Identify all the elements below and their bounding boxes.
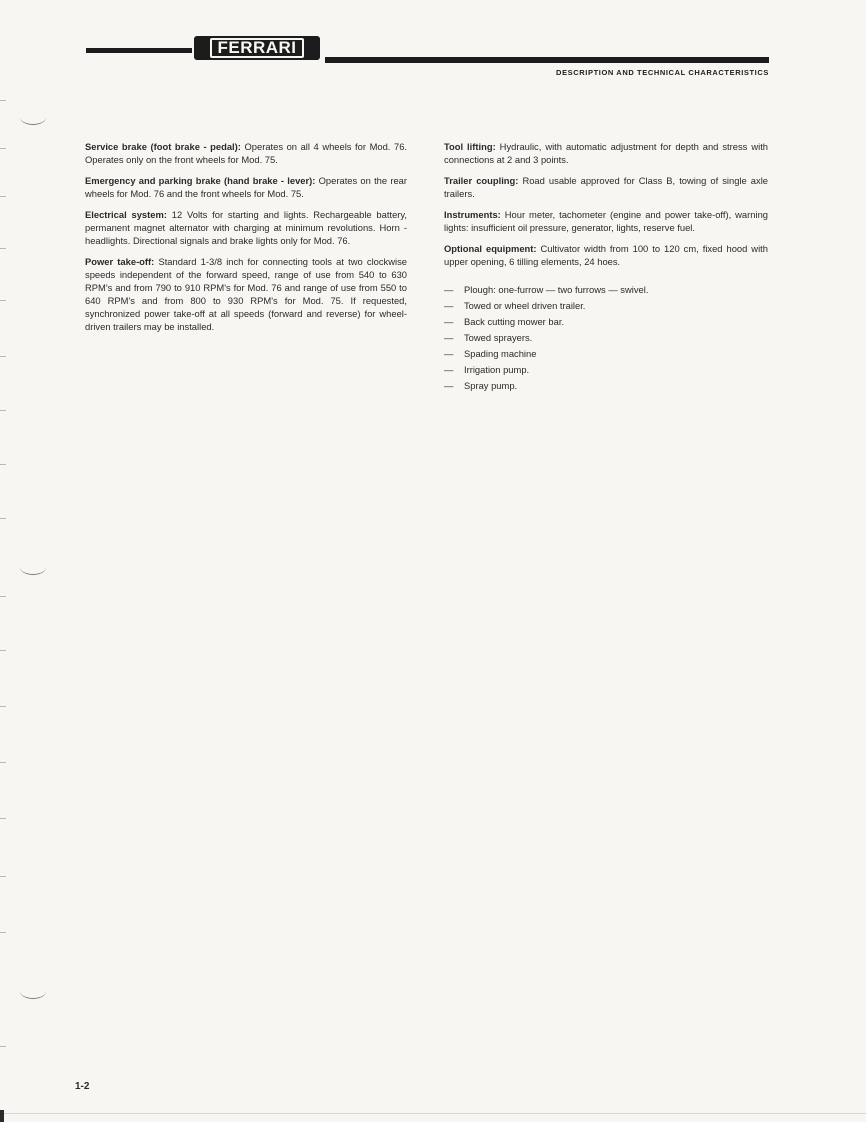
margin-tick xyxy=(0,1046,6,1047)
margin-tick xyxy=(0,248,6,249)
section-caption: DESCRIPTION AND TECHNICAL CHARACTERISTICS xyxy=(556,68,769,77)
logo-text: FERRARI xyxy=(210,38,303,58)
list-item: — Towed or wheel driven trailer. xyxy=(444,298,768,314)
margin-tick xyxy=(0,356,6,357)
margin-tick xyxy=(0,410,6,411)
margin-tick xyxy=(0,464,6,465)
spec-text: Standard 1-3/8 inch for connecting tools at two clockwise speeds independent of the forward speed, range of use from 540 to 630 RPM's and from 790 to 910 RPM's for Mod. 76 and range of use from 550 to 640 RPM's and from 800 to 930 RPM's for Mod. 75. If requested, synchronized power take-off at all speeds (forward and reverse) for wheel-driven trailers may be installed. xyxy=(85,256,407,332)
spec-paragraph xyxy=(444,174,768,200)
spec-term: Service brake (foot brake - pedal): xyxy=(85,141,241,152)
binder-hole-mark xyxy=(20,110,46,125)
spec-paragraph xyxy=(444,208,768,234)
spec-text: Hydraulic, with automatic adjustment for depth and stress with connections at 2 and 3 points. xyxy=(444,141,769,165)
spec-paragraph xyxy=(85,140,407,166)
spec-text: Cultivator width from 100 to 120 cm, fixed hood with upper opening, 6 tilling elements, 24 hoes. xyxy=(444,243,768,267)
margin-tick xyxy=(0,100,6,101)
list-item: — Spading machine xyxy=(444,346,768,362)
spec-term: Trailer coupling: xyxy=(444,175,519,186)
spec-term: Instruments: xyxy=(444,209,501,220)
spec-text: Operates on the rear wheels for Mod. 76 and the front wheels for Mod. 75. xyxy=(85,175,407,199)
right-column xyxy=(444,140,768,394)
spec-term: Optional equipment: xyxy=(444,243,537,254)
spec-term: Electrical system: xyxy=(85,209,167,220)
header-rule-right xyxy=(325,57,769,63)
ferrari-logo xyxy=(194,36,320,60)
margin-tick xyxy=(0,300,6,301)
spec-term: Emergency and parking brake (hand brake - lever): xyxy=(85,175,316,186)
margin-tick xyxy=(0,596,6,597)
margin-tick xyxy=(0,196,6,197)
spec-text: Operates on all 4 wheels for Mod. 76. Operates only on the front wheels for Mod. 75. xyxy=(85,141,408,165)
header-rule-left xyxy=(86,48,192,53)
spec-paragraph xyxy=(444,140,768,166)
spec-text: Hour meter, tachometer (engine and power take-off), warning lights: insufficient oil pressure, generator, lights, reserve fuel. xyxy=(444,209,768,233)
spec-text: 12 Volts for starting and lights. Rechargeable battery, permanent magnet alternator with charging at minimum revolutions. Horn - headlights. Directional signals and brake lights only for Mod. 76. xyxy=(85,209,407,246)
margin-tick xyxy=(0,932,6,933)
corner-mark xyxy=(0,1110,4,1122)
spec-text: Road usable approved for Class B, towing of single axle trailers. xyxy=(444,175,768,199)
list-item: — Spray pump. xyxy=(444,378,768,394)
list-item: — Plough: one-furrow — two furrows — swivel. xyxy=(444,282,768,298)
margin-tick xyxy=(0,762,6,763)
list-item: — Towed sprayers. xyxy=(444,330,768,346)
spec-paragraph xyxy=(85,255,407,333)
spec-paragraph xyxy=(85,208,407,247)
page-edge-line xyxy=(0,1113,866,1114)
spec-term: Tool lifting: xyxy=(444,141,496,152)
margin-tick xyxy=(0,148,6,149)
left-column xyxy=(85,140,407,341)
margin-tick xyxy=(0,518,6,519)
margin-tick xyxy=(0,706,6,707)
margin-tick xyxy=(0,876,6,877)
margin-tick xyxy=(0,650,6,651)
margin-tick xyxy=(0,818,6,819)
spec-paragraph xyxy=(444,242,768,268)
spec-term: Power take-off: xyxy=(85,256,155,267)
page-number: 1-2 xyxy=(75,1081,90,1092)
binder-hole-mark xyxy=(20,984,46,999)
list-item: — Back cutting mower bar. xyxy=(444,314,768,330)
list-item: — Irrigation pump. xyxy=(444,362,768,378)
equipment-list xyxy=(444,282,768,394)
spec-paragraph xyxy=(85,174,407,200)
binder-hole-mark xyxy=(20,560,46,575)
